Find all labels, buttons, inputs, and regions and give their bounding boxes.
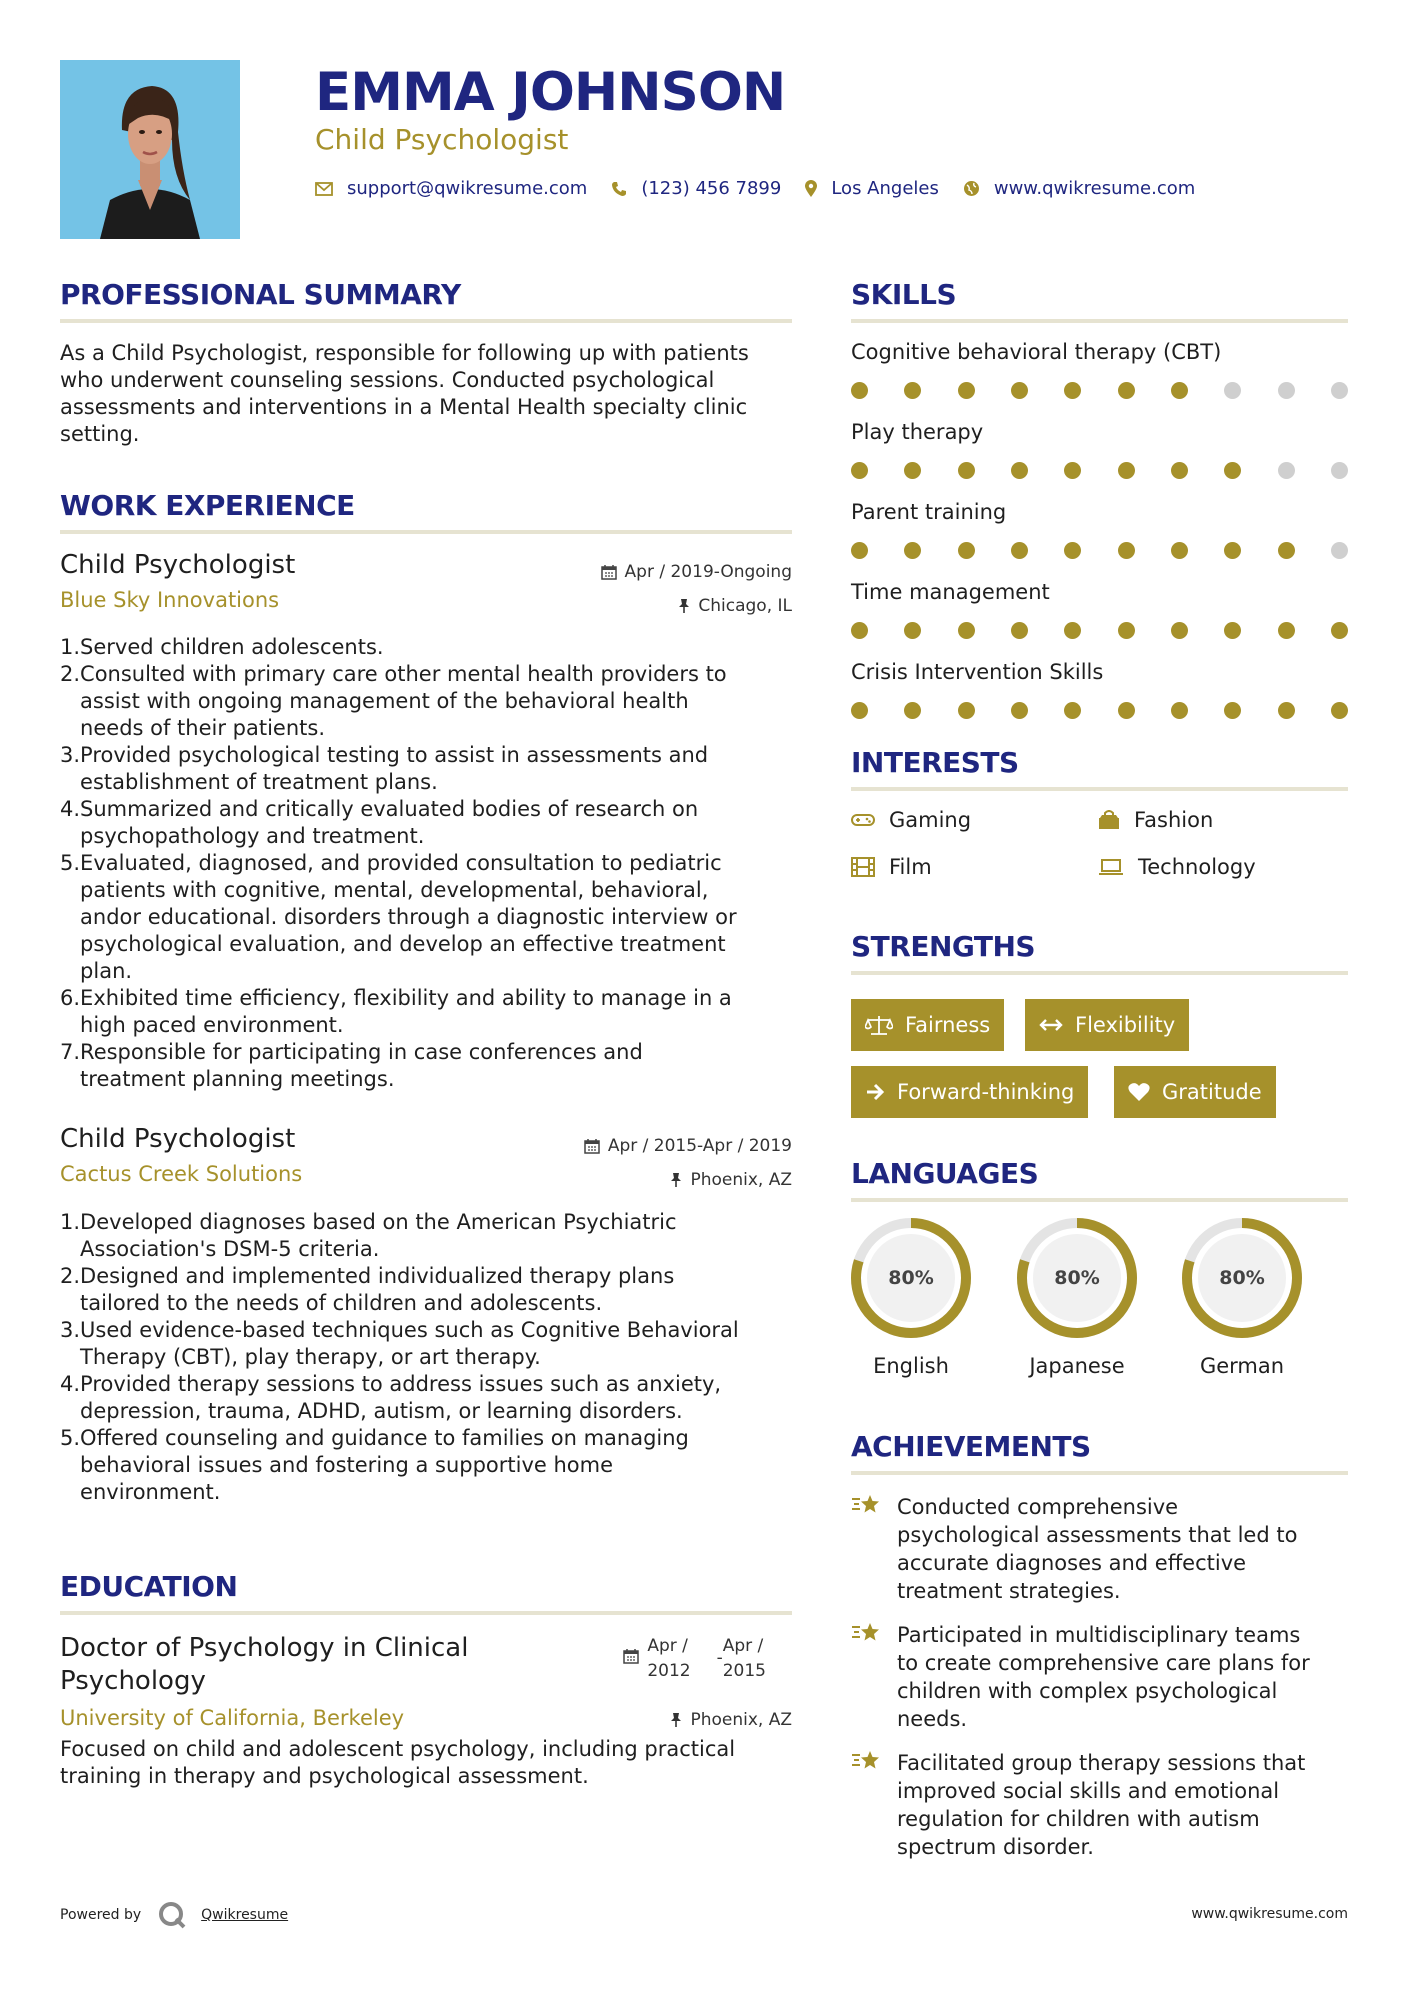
laptop-icon <box>1098 858 1124 876</box>
language-name: English <box>873 1354 949 1378</box>
duty-text <box>80 1209 677 1263</box>
job-location <box>678 596 792 616</box>
experience-divider <box>60 530 792 534</box>
duty-number: 6. <box>60 986 81 1010</box>
achievement-line: improved social skills and emotional <box>897 1779 1280 1803</box>
shopping-bag-icon <box>1098 810 1120 830</box>
skills-list <box>851 340 1348 740</box>
strength-tag-forward-thinking <box>851 1066 1088 1118</box>
duty-item <box>60 661 792 742</box>
rating-dot-filled <box>904 702 921 719</box>
job-location <box>670 1170 792 1190</box>
rating-dot-filled <box>1331 622 1348 639</box>
job-dates <box>601 562 792 582</box>
duty-number: 3. <box>60 743 81 767</box>
job-location-text: Chicago, IL <box>698 596 792 616</box>
skill-name: Parent training <box>851 500 1007 524</box>
duty-item <box>60 1209 792 1263</box>
duty-line: Offered counseling and guidance to families on managing <box>80 1426 689 1450</box>
language-percent: 80% <box>1219 1267 1265 1289</box>
rating-dot-filled <box>1224 462 1241 479</box>
language-item <box>1180 1216 1304 1378</box>
job-entry <box>60 550 792 640</box>
skill-name: Play therapy <box>851 420 984 444</box>
rating-dot-filled <box>1331 702 1348 719</box>
job-location-text: Phoenix, AZ <box>690 1170 792 1190</box>
skill-name: Crisis Intervention Skills <box>851 660 1104 684</box>
achievement-line: psychological assessments that led to <box>897 1523 1298 1547</box>
duty-line: Designed and implemented individualized therapy plans <box>80 1264 675 1288</box>
location-text: Los Angeles <box>831 178 939 199</box>
duty-item <box>60 796 792 850</box>
language-name: German <box>1199 1354 1285 1378</box>
arrow-right-icon <box>865 1083 885 1101</box>
rating-dot-empty <box>1278 382 1295 399</box>
duty-item <box>60 1317 792 1371</box>
degree-line: Psychology <box>60 1666 206 1696</box>
summary-line: setting. <box>60 422 140 446</box>
rating-dot-empty <box>1224 382 1241 399</box>
rating-dot-filled <box>851 462 868 479</box>
skill-rating <box>851 382 1348 399</box>
interest-item-fashion <box>1098 808 1213 832</box>
rating-dot-filled <box>1011 702 1028 719</box>
duty-line: establishment of treatment plans. <box>80 770 438 794</box>
duty-line: treatment planning meetings. <box>80 1067 395 1091</box>
rating-dot-empty <box>1331 382 1348 399</box>
interest-label: Gaming <box>889 808 972 832</box>
pin-icon <box>678 598 690 614</box>
rating-dot-filled <box>851 382 868 399</box>
duty-line: psychopathology and treatment. <box>80 824 425 848</box>
skill-item <box>851 580 1348 639</box>
strength-tag-gratitude <box>1114 1066 1276 1118</box>
rating-dot-filled <box>851 622 868 639</box>
strength-label: Gratitude <box>1162 1080 1262 1104</box>
footer-powered-by <box>60 1900 288 1930</box>
globe-icon <box>963 180 980 197</box>
duty-text <box>80 634 384 661</box>
rating-dot-filled <box>1011 462 1028 479</box>
footer-url[interactable]: www.qwikresume.com <box>1191 1906 1348 1922</box>
interests-divider <box>851 787 1348 791</box>
balance-scale-icon <box>865 1014 893 1036</box>
job-duties <box>60 1209 792 1506</box>
contact-location <box>805 178 939 199</box>
achievement-item <box>851 1621 1348 1733</box>
education-heading: EDUCATION <box>60 1570 238 1603</box>
duty-line: Developed diagnoses based on the American Psychiatric <box>80 1210 677 1234</box>
achievement-line: needs. <box>897 1707 968 1731</box>
duty-line: patients with cognitive, mental, developmental, behavioral, <box>80 878 709 902</box>
skill-rating <box>851 702 1348 719</box>
phone-text: (123) 456 7899 <box>641 178 782 199</box>
duty-line: psychological evaluation, and develop an effective treatment <box>80 932 726 956</box>
language-item <box>1015 1216 1139 1378</box>
rating-dot-filled <box>1171 462 1188 479</box>
skill-name: Cognitive behavioral therapy (CBT) <box>851 340 1222 364</box>
rating-dot-filled <box>1278 622 1295 639</box>
education-entry <box>60 1632 792 1792</box>
rating-dot-filled <box>1064 382 1081 399</box>
map-marker-icon <box>805 180 817 198</box>
achievement-line: regulation for children with autism <box>897 1807 1260 1831</box>
skill-item <box>851 500 1348 559</box>
rating-dot-empty <box>1278 462 1295 479</box>
duty-line: environment. <box>80 1480 221 1504</box>
language-item <box>849 1216 973 1378</box>
film-icon <box>851 857 875 877</box>
skill-item <box>851 420 1348 479</box>
duty-number: 2. <box>60 1264 81 1288</box>
achievement-line: spectrum disorder. <box>897 1835 1094 1859</box>
skill-item <box>851 660 1348 719</box>
rating-dot-filled <box>1118 702 1135 719</box>
strength-label: Flexibility <box>1075 1013 1176 1037</box>
rating-dot-filled <box>904 542 921 559</box>
duty-line: Therapy (CBT), play therapy, or art therapy. <box>80 1345 541 1369</box>
job-dates-text: Apr / 2019-Ongoing <box>624 562 792 582</box>
rating-dot-filled <box>1118 622 1135 639</box>
achievement-line: accurate diagnoses and effective <box>897 1551 1247 1575</box>
duty-line: Association's DSM-5 criteria. <box>80 1237 380 1261</box>
degree-line: Doctor of Psychology in Clinical <box>60 1633 469 1663</box>
skill-item <box>851 340 1348 399</box>
star-trophy-icon <box>851 1749 883 1861</box>
duty-text <box>80 796 698 850</box>
profile-photo <box>60 60 240 239</box>
duty-line: plan. <box>80 959 133 983</box>
candidate-name: EMMA JOHNSON <box>315 62 786 123</box>
rating-dot-empty <box>1331 542 1348 559</box>
rating-dot-filled <box>1064 462 1081 479</box>
email-text: support@qwikresume.com <box>347 178 588 199</box>
duties-list <box>60 634 792 1093</box>
duty-text <box>80 1317 739 1371</box>
achievement-line: Participated in multidisciplinary teams <box>897 1623 1301 1647</box>
gamepad-icon <box>851 813 875 827</box>
duty-line: Evaluated, diagnosed, and provided consultation to pediatric <box>80 851 722 875</box>
languages-divider <box>851 1198 1348 1202</box>
duty-line: Used evidence-based techniques such as Cognitive Behavioral <box>80 1318 739 1342</box>
duty-text <box>80 985 732 1039</box>
achievement-line: to create comprehensive care plans for <box>897 1651 1310 1675</box>
duty-line: Exhibited time efficiency, flexibility and ability to manage in a <box>80 986 732 1010</box>
interest-item-gaming <box>851 808 971 832</box>
duty-number: 5. <box>60 851 81 875</box>
language-percent: 80% <box>1054 1267 1100 1289</box>
summary-heading: PROFESSIONAL SUMMARY <box>60 278 461 311</box>
heart-icon <box>1128 1082 1150 1102</box>
achievement-item <box>851 1493 1348 1605</box>
duty-number: 2. <box>60 662 81 686</box>
job-dates-text: Apr / 2015-Apr / 2019 <box>607 1136 792 1156</box>
strength-label: Forward-thinking <box>897 1080 1075 1104</box>
calendar-icon <box>601 564 617 580</box>
rating-dot-filled <box>958 462 975 479</box>
duty-line: andor educational. disorders through a diagnostic interview or <box>80 905 737 929</box>
skill-rating <box>851 462 1348 479</box>
education-description <box>60 1736 792 1790</box>
school-name: University of California, Berkeley <box>60 1706 405 1730</box>
contact-email[interactable] <box>315 178 587 199</box>
education-dates <box>623 1634 766 1684</box>
strength-label: Fairness <box>905 1013 991 1037</box>
duty-line: high paced environment. <box>80 1013 344 1037</box>
rating-dot-filled <box>1118 382 1135 399</box>
job-dates <box>584 1136 792 1156</box>
duty-item <box>60 1263 792 1317</box>
rating-dot-filled <box>1011 542 1028 559</box>
qwikresume-logo-icon <box>157 1900 187 1930</box>
experience-heading: WORK EXPERIENCE <box>60 489 355 522</box>
pin-icon <box>670 1172 682 1188</box>
duty-text <box>80 850 737 985</box>
rating-dot-filled <box>1224 702 1241 719</box>
star-trophy-icon <box>851 1493 883 1605</box>
duty-item <box>60 985 792 1039</box>
education-desc-line: Focused on child and adolescent psychology, including practical <box>60 1737 736 1761</box>
rating-dot-filled <box>1064 702 1081 719</box>
duty-line: Provided psychological testing to assist in assessments and <box>80 743 709 767</box>
rating-dot-filled <box>851 702 868 719</box>
achievement-line: children with complex psychological <box>897 1679 1278 1703</box>
duty-line: Consulted with primary care other mental health providers to <box>80 662 727 686</box>
duty-line: needs of their patients. <box>80 716 326 740</box>
summary-text <box>60 340 792 448</box>
duty-number: 5. <box>60 1426 81 1450</box>
rating-dot-filled <box>958 702 975 719</box>
arrows-horizontal-icon <box>1039 1018 1063 1032</box>
rating-dot-filled <box>904 382 921 399</box>
rating-dot-filled <box>1118 542 1135 559</box>
achievements-heading: ACHIEVEMENTS <box>851 1430 1091 1463</box>
interest-label: Film <box>889 855 932 879</box>
duty-line: Provided therapy sessions to address issues such as anxiety, <box>80 1372 722 1396</box>
rating-dot-filled <box>904 622 921 639</box>
duty-text <box>80 742 708 796</box>
duty-text <box>80 1425 689 1506</box>
edu-start-year: 2012 <box>647 1661 691 1681</box>
duty-line: tailored to the needs of children and adolescents. <box>80 1291 603 1315</box>
job-company: Blue Sky Innovations <box>60 588 280 612</box>
contact-phone[interactable] <box>611 178 781 199</box>
duty-item <box>60 1425 792 1506</box>
summary-line: As a Child Psychologist, responsible for following up with patients <box>60 341 749 365</box>
rating-dot-filled <box>1171 702 1188 719</box>
skill-rating <box>851 542 1348 559</box>
duty-line: Responsible for participating in case conferences and <box>80 1040 643 1064</box>
job-company: Cactus Creek Solutions <box>60 1162 303 1186</box>
rating-dot-filled <box>958 622 975 639</box>
strength-tag-fairness <box>851 999 1004 1051</box>
duty-line: assist with ongoing management of the behavioral health <box>80 689 689 713</box>
rating-dot-empty <box>1331 462 1348 479</box>
edu-start-month: Apr / <box>647 1636 688 1656</box>
envelope-icon <box>315 182 333 196</box>
duty-line: depression, trauma, ADHD, autism, or learning disorders. <box>80 1399 683 1423</box>
duty-line: behavioral issues and fostering a supportive home <box>80 1453 614 1477</box>
rating-dot-filled <box>1171 382 1188 399</box>
summary-divider <box>60 319 792 323</box>
achievement-text <box>897 1493 1347 1605</box>
duties-list <box>60 1209 792 1506</box>
strengths-heading: STRENGTHS <box>851 930 1036 963</box>
rating-dot-filled <box>1011 382 1028 399</box>
duty-text <box>80 1371 721 1425</box>
rating-dot-filled <box>851 542 868 559</box>
rating-dot-filled <box>958 542 975 559</box>
duty-text <box>80 1039 643 1093</box>
duty-line: Summarized and critically evaluated bodies of research on <box>80 797 699 821</box>
strengths-divider <box>851 971 1348 975</box>
powered-by-text: Powered by <box>60 1907 142 1923</box>
rating-dot-filled <box>1064 622 1081 639</box>
summary-line: who underwent counseling sessions. Conducted psychological <box>60 368 715 392</box>
duty-number: 4. <box>60 1372 81 1396</box>
languages-heading: LANGUAGES <box>851 1157 1039 1190</box>
duty-item <box>60 742 792 796</box>
job-title: Child Psychologist <box>60 1124 296 1154</box>
summary-line: assessments and interventions in a Mental Health specialty clinic <box>60 395 748 419</box>
duty-text <box>80 1263 674 1317</box>
brand-link[interactable]: Qwikresume <box>201 1907 289 1923</box>
rating-dot-filled <box>1278 542 1295 559</box>
rating-dot-filled <box>958 382 975 399</box>
star-trophy-icon <box>851 1621 883 1733</box>
achievement-text <box>897 1621 1347 1733</box>
job-duties <box>60 634 792 1093</box>
interest-item-technology <box>1098 855 1256 879</box>
duty-number: 4. <box>60 797 81 821</box>
language-name: Japanese <box>1029 1354 1125 1378</box>
contact-bar <box>315 178 1219 199</box>
language-gauge <box>849 1216 973 1340</box>
language-gauge <box>1015 1216 1139 1340</box>
edu-date-dash: - <box>716 1648 723 1668</box>
language-gauge <box>1180 1216 1304 1340</box>
calendar-icon <box>584 1138 600 1154</box>
interests-heading: INTERESTS <box>851 746 1019 779</box>
duty-item <box>60 634 792 661</box>
achievement-line: treatment strategies. <box>897 1579 1121 1603</box>
rating-dot-filled <box>1224 622 1241 639</box>
skill-name: Time management <box>851 580 1050 604</box>
duty-number: 7. <box>60 1040 81 1064</box>
achievements-divider <box>851 1471 1348 1475</box>
duty-number: 1. <box>60 635 81 659</box>
rating-dot-filled <box>1171 622 1188 639</box>
education-location-text: Phoenix, AZ <box>690 1710 792 1730</box>
education-divider <box>60 1611 792 1615</box>
skills-heading: SKILLS <box>851 278 957 311</box>
duty-number: 1. <box>60 1210 81 1234</box>
strength-tag-flexibility <box>1025 999 1189 1051</box>
rating-dot-filled <box>904 462 921 479</box>
interest-item-film <box>851 855 932 879</box>
achievement-line: Conducted comprehensive <box>897 1495 1179 1519</box>
edu-end-year: 2015 <box>722 1661 766 1681</box>
duty-item <box>60 1039 792 1093</box>
duty-item <box>60 1371 792 1425</box>
skill-rating <box>851 622 1348 639</box>
achievement-item <box>851 1749 1348 1861</box>
rating-dot-filled <box>1171 542 1188 559</box>
education-desc-line: training in therapy and psychological assessment. <box>60 1764 589 1788</box>
duty-number: 3. <box>60 1318 81 1342</box>
duty-line: Served children adolescents. <box>80 635 384 659</box>
job-title: Child Psychologist <box>60 550 296 580</box>
rating-dot-filled <box>1064 542 1081 559</box>
edu-end-month: Apr / <box>722 1636 764 1656</box>
calendar-icon <box>623 1648 639 1664</box>
skills-divider <box>851 319 1348 323</box>
phone-icon <box>611 181 627 197</box>
rating-dot-filled <box>1278 702 1295 719</box>
achievement-line: Facilitated group therapy sessions that <box>897 1751 1306 1775</box>
candidate-title: Child Psychologist <box>315 123 569 156</box>
achievement-text <box>897 1749 1347 1861</box>
rating-dot-filled <box>1224 542 1241 559</box>
interest-label: Fashion <box>1134 808 1214 832</box>
website-text: www.qwikresume.com <box>993 178 1196 199</box>
duty-item <box>60 850 792 985</box>
education-location <box>670 1710 792 1730</box>
rating-dot-filled <box>1011 622 1028 639</box>
language-percent: 80% <box>888 1267 934 1289</box>
interest-label: Technology <box>1138 855 1256 879</box>
pin-icon <box>670 1712 682 1728</box>
job-entry <box>60 1124 792 1214</box>
rating-dot-filled <box>1118 462 1135 479</box>
contact-website[interactable] <box>963 178 1195 199</box>
duty-text <box>80 661 727 742</box>
